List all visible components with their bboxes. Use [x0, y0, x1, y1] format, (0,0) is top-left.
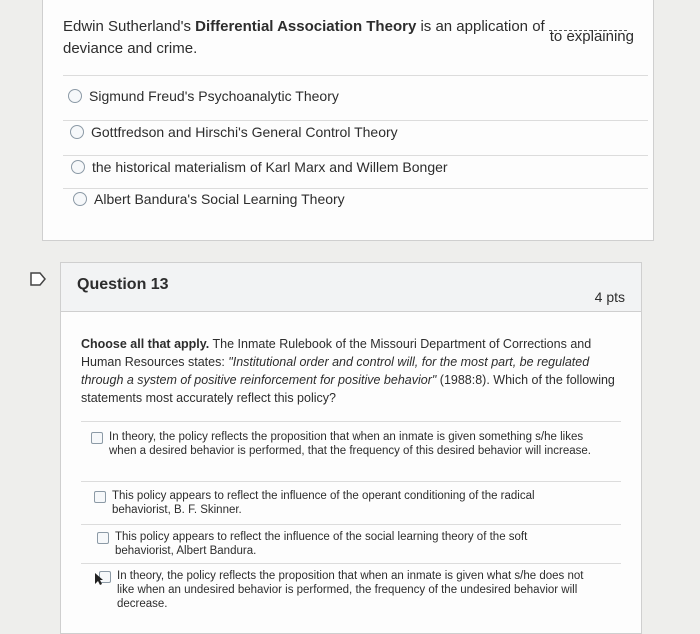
question-title: Question 13 [77, 276, 169, 293]
question-13-stem: Choose all that apply. The Inmate Rulebook of the Missouri Department of Corrections and Human Resources states: "Institutional order and control will, for the most part, be regulated through a system of positive reinforcement for positive behavior" (1988:8). Which of the following statements most accurately reflect this policy? [81, 337, 615, 405]
option-freud[interactable]: Sigmund Freud's Psychoanalytic Theory [68, 88, 339, 104]
option-skinner[interactable]: This policy appears to reflect the influence of the operant conditioning of the radical behaviorist, B. F. Skinner. [94, 489, 554, 517]
divider [81, 524, 621, 525]
divider [63, 188, 648, 189]
radio-button[interactable] [71, 160, 85, 174]
flag-icon[interactable] [30, 272, 46, 286]
radio-button[interactable] [68, 89, 82, 103]
mouse-cursor-icon [94, 572, 104, 586]
radio-button[interactable] [70, 125, 84, 139]
question-13-card [60, 262, 642, 634]
divider [63, 120, 648, 121]
option-positive-reinforcement[interactable]: In theory, the policy reflects the proposition that when an inmate is given something s/he likes when a desired behavior is performed, that the frequency of this desired behavior will increase. [91, 430, 606, 458]
option-bandura[interactable]: Albert Bandura's Social Learning Theory [73, 191, 345, 207]
checkbox[interactable] [94, 491, 106, 503]
option-bandura[interactable]: This policy appears to reflect the influence of the social learning theory of the soft behaviorist, Albert Bandura. [97, 530, 537, 558]
question-12-card [42, 0, 654, 241]
question-points: 4 pts [594, 289, 625, 305]
divider [81, 481, 621, 482]
divider [81, 421, 621, 422]
question-12-prompt: Edwin Sutherland's Differential Association Theory is an application of to explaining deviance and crime. [63, 18, 634, 57]
option-gottfredson-hirschi[interactable]: Gottfredson and Hirschi's General Control Theory [70, 124, 398, 140]
option-marx-bonger[interactable]: the historical materialism of Karl Marx and Willem Bonger [71, 159, 448, 175]
checkbox[interactable] [97, 532, 109, 544]
question-header [61, 263, 641, 312]
option-negative-consequence[interactable]: In theory, the policy reflects the proposition that when an inmate is given what s/he does not like when an undesired behavior is performed, the frequency of the undesired behavior will decrease. [99, 569, 599, 611]
divider [63, 75, 648, 76]
divider [81, 563, 621, 564]
radio-button[interactable] [73, 192, 87, 206]
checkbox[interactable] [91, 432, 103, 444]
divider [63, 155, 648, 156]
